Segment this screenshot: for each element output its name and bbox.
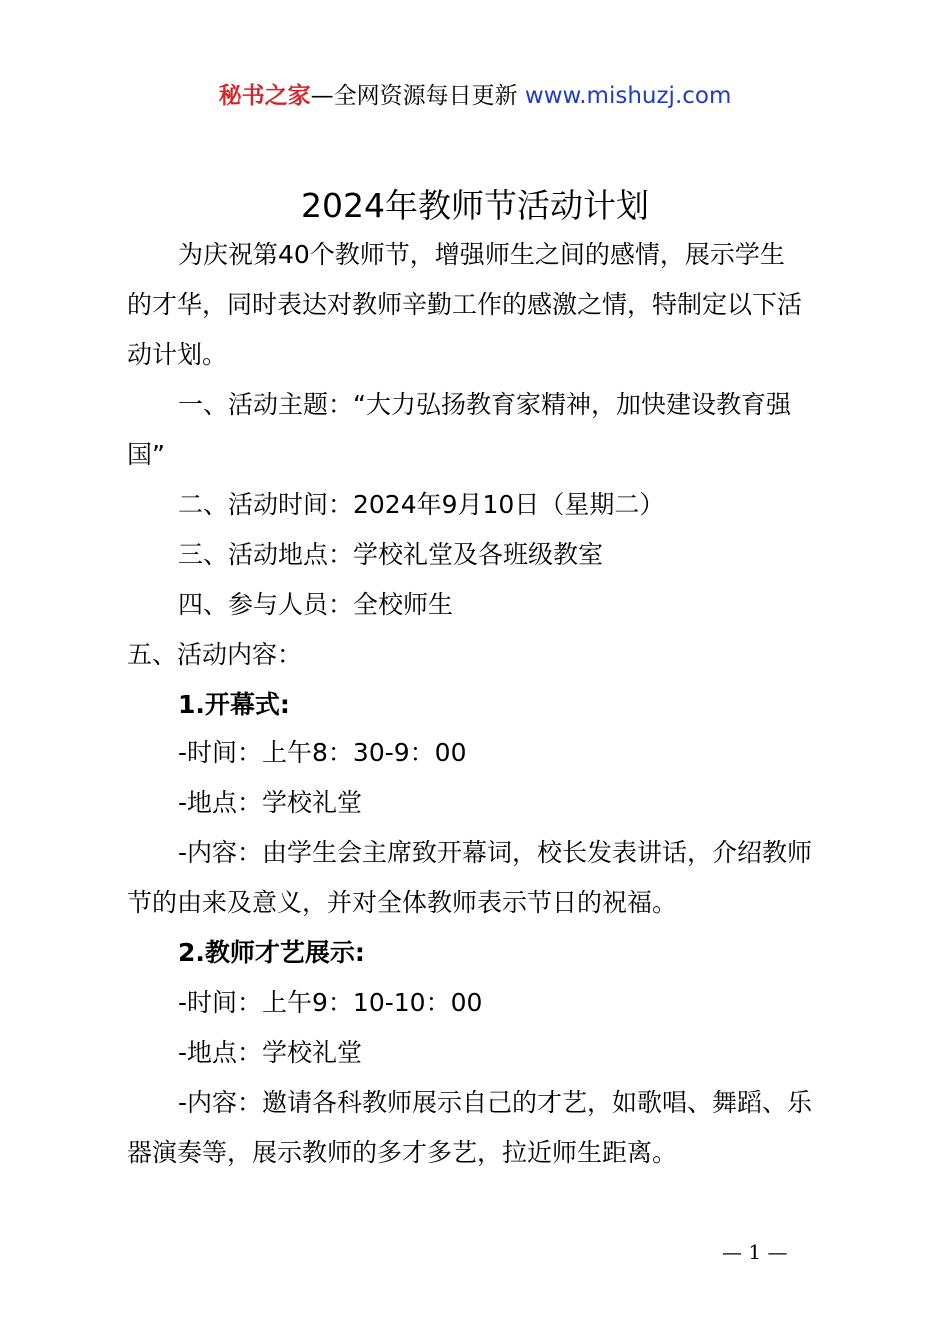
site-banner [0, 80, 950, 112]
page-number: — 1 — [722, 1240, 788, 1264]
theme-line-2: 国” [127, 440, 165, 469]
section-talent-time: -时间：上午9：10-10：00 [178, 988, 483, 1017]
activity-time: 二、活动时间：2024年9月10日（星期二） [178, 490, 665, 519]
intro-line-1: 为庆祝第40个教师节，增强师生之间的感情，展示学生 [178, 240, 785, 269]
section-heading-talent: 2.教师才艺展示: [178, 938, 365, 967]
section-opening-place: -地点：学校礼堂 [178, 788, 363, 817]
content-heading: 五、活动内容： [127, 640, 303, 669]
activity-location: 三、活动地点：学校礼堂及各班级教室 [178, 540, 604, 569]
banner-tagline: —全网资源每日更新 [310, 83, 525, 109]
section-talent-content-1: -内容：邀请各科教师展示自己的才艺，如歌唱、舞蹈、乐 [178, 1088, 813, 1117]
document-title: 2024年教师节活动计划 [301, 186, 649, 225]
section-heading-opening: 1.开幕式: [178, 690, 290, 719]
section-opening-content-1: -内容：由学生会主席致开幕词，校长发表讲话，介绍教师 [178, 838, 813, 867]
intro-line-2: 的才华，同时表达对教师辛勤工作的感激之情，特制定以下活 [127, 290, 803, 319]
section-opening-time: -时间：上午8：30-9：00 [178, 738, 467, 767]
brand-name: 秘书之家 [218, 83, 311, 109]
theme-line-1: 一、活动主题：“大力弘扬教育家精神，加快建设教育强 [178, 390, 791, 419]
section-talent-place: -地点：学校礼堂 [178, 1038, 363, 1067]
activity-participants: 四、参与人员：全校师生 [178, 590, 454, 619]
section-opening-content-2: 节的由来及意义，并对全体教师表示节日的祝福。 [127, 888, 678, 917]
section-talent-content-2: 器演奏等，展示教师的多才多艺，拉近师生距离。 [127, 1138, 678, 1167]
intro-line-3: 动计划。 [127, 340, 228, 369]
site-url-link[interactable]: www.mishuzj.com [524, 83, 732, 109]
